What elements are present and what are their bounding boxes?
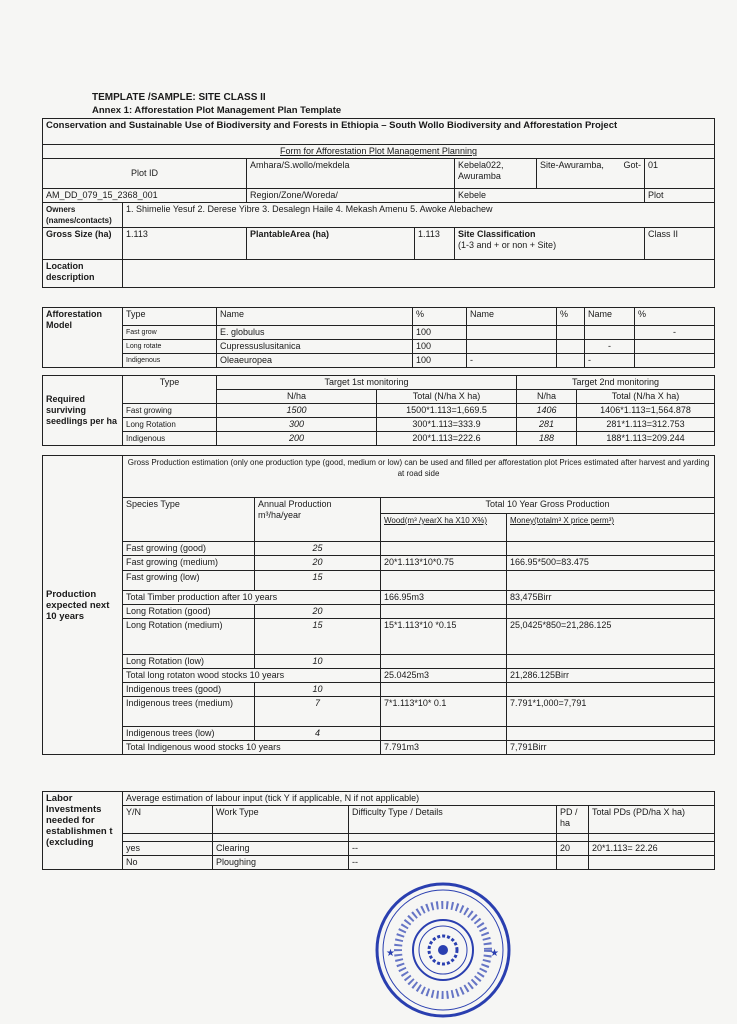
model-name: Oleaeuropea — [217, 354, 413, 368]
prod-money — [507, 542, 715, 556]
afforestation-model-table — [42, 307, 715, 368]
production-label: Production expected next 10 years — [43, 456, 123, 755]
prod-money — [507, 683, 715, 697]
gross-size-value: 1.113 — [123, 228, 247, 260]
model-pct: 100 — [413, 326, 467, 340]
surviving-tot1: 300*1.113=333.9 — [377, 418, 517, 432]
prod-money: 21,286.125Birr — [507, 669, 715, 683]
model-pct2 — [557, 340, 585, 354]
model-pct3 — [635, 354, 715, 368]
region-label: Region/Zone/Woreda/ — [247, 189, 455, 203]
species-type-head: Species Type — [123, 498, 255, 542]
prod-wood — [381, 605, 507, 619]
prod-wood — [381, 571, 507, 591]
surviving-n2: 281 — [517, 418, 577, 432]
prod-annual: 7 — [255, 697, 381, 727]
labor-work: Clearing — [213, 842, 349, 856]
surviving-type-head: Type — [123, 376, 217, 404]
model-name: Cupressuslusitanica — [217, 340, 413, 354]
model-label: Afforestation Model — [43, 308, 123, 368]
total10-head: Total 10 Year Gross Production — [381, 498, 715, 514]
model-head-pct3: % — [635, 308, 715, 326]
plot-id-value: AM_DD_079_15_2368_001 — [43, 189, 247, 203]
model-name2 — [467, 340, 557, 354]
prod-money: 25,0425*850=21,286.125 — [507, 619, 715, 655]
prod-wood — [381, 683, 507, 697]
model-head-type: Type — [123, 308, 217, 326]
plot-value: 01 — [645, 159, 715, 189]
svg-text:★: ★ — [490, 948, 499, 959]
site-value: Site-Awuramba, — [540, 160, 604, 170]
surviving-n1: 200 — [217, 432, 377, 446]
site-class-label: Site Classification — [458, 229, 536, 239]
prod-name: Indigenous trees (medium) — [123, 697, 255, 727]
model-head-name: Name — [217, 308, 413, 326]
surviving-tot1: 200*1.113=222.6 — [377, 432, 517, 446]
model-pct: 100 — [413, 340, 467, 354]
location-label: Location description — [43, 260, 123, 288]
surviving-tot2: 281*1.113=312.753 — [577, 418, 715, 432]
labor-row — [43, 856, 715, 870]
wood-head: Wood(m³ /yearX ha X10 X%) — [381, 514, 507, 542]
labor-total — [589, 856, 715, 870]
model-head-pct: % — [413, 308, 467, 326]
annex-heading: Annex 1: Afforestation Plot Management Plan Template — [92, 105, 342, 116]
prod-annual: 20 — [255, 605, 381, 619]
template-heading: TEMPLATE /SAMPLE: SITE CLASS II — [92, 92, 266, 103]
model-name3: - — [585, 354, 635, 368]
target1-head: Target 1st monitoring — [217, 376, 517, 390]
model-pct2 — [557, 326, 585, 340]
surviving-tot2: 1406*1.113=1,564.878 — [577, 404, 715, 418]
prod-name: Indigenous trees (good) — [123, 683, 255, 697]
site-class-value: Class II — [645, 228, 715, 260]
labor-diff: -- — [349, 856, 557, 870]
official-stamp — [368, 880, 518, 1020]
site-class-cell — [455, 228, 645, 260]
location-value — [123, 260, 715, 288]
production-table — [42, 455, 715, 755]
prod-wood — [381, 727, 507, 741]
labor-yn: yes — [123, 842, 213, 856]
prod-wood: 25.0425m3 — [381, 669, 507, 683]
prod-name: Long Rotation (good) — [123, 605, 255, 619]
model-head-pct2: % — [557, 308, 585, 326]
model-pct3: - — [635, 326, 715, 340]
prod-name: Fast growing (good) — [123, 542, 255, 556]
target2-head: Target 2nd monitoring — [517, 376, 715, 390]
surviving-type: Fast growing — [123, 404, 217, 418]
model-head-name2: Name — [467, 308, 557, 326]
total2-head: Total (N/ha X ha) — [577, 390, 715, 404]
prod-money: 7.791*1,000=7,791 — [507, 697, 715, 727]
labor-head-yn: Y/N — [123, 806, 213, 834]
labor-pd — [557, 856, 589, 870]
model-row — [43, 326, 715, 340]
prod-name: Total Timber production after 10 years — [123, 591, 381, 605]
prod-wood: 166.95m3 — [381, 591, 507, 605]
prod-wood — [381, 542, 507, 556]
kebele-value: Kebela022, Awuramba — [455, 159, 537, 189]
model-name2: - — [467, 354, 557, 368]
labor-diff: -- — [349, 842, 557, 856]
prod-money: 7,791Birr — [507, 741, 715, 755]
model-type: Fast grow — [123, 326, 217, 340]
surviving-n1: 300 — [217, 418, 377, 432]
surviving-row — [43, 404, 715, 418]
model-name: E. globulus — [217, 326, 413, 340]
prod-wood: 20*1.113*10*0.75 — [381, 556, 507, 571]
prod-annual: 25 — [255, 542, 381, 556]
model-name2 — [467, 326, 557, 340]
region-value: Amhara/S.wollo/mekdela — [247, 159, 455, 189]
labor-head-total: Total PDs (PD/ha X ha) — [589, 806, 715, 834]
model-pct3 — [635, 340, 715, 354]
labor-label: Labor Investments needed for establishmen t (excluding — [43, 792, 123, 870]
prod-name: Fast growing (low) — [123, 571, 255, 591]
owners-value: 1. Shimelie Yesuf 2. Derese Yibre 3. Desalegn Haile 4. Mekash Amenu 5. Awoke Alebachew — [123, 203, 715, 228]
nha2-head: N/ha — [517, 390, 577, 404]
surviving-type: Indigenous — [123, 432, 217, 446]
model-head-name3: Name — [585, 308, 635, 326]
form-title: Form for Afforestation Plot Management Planning — [43, 145, 715, 159]
surviving-row — [43, 432, 715, 446]
prod-money — [507, 727, 715, 741]
plot-id-label: Plot ID — [43, 159, 247, 189]
prod-money — [507, 655, 715, 669]
prod-annual: 10 — [255, 655, 381, 669]
surviving-type: Long Rotation — [123, 418, 217, 432]
kebele-label: Kebele — [455, 189, 645, 203]
prod-name: Long Rotation (medium) — [123, 619, 255, 655]
surviving-label: Required surviving seedlings per ha — [43, 376, 123, 446]
model-pct: 100 — [413, 354, 467, 368]
labor-head-diff: Difficulty Type / Details — [349, 806, 557, 834]
prod-annual: 10 — [255, 683, 381, 697]
model-name3 — [585, 326, 635, 340]
money-head: Money(totalm³ X price perm³) — [507, 514, 715, 542]
surviving-n1: 1500 — [217, 404, 377, 418]
svg-text:★: ★ — [386, 948, 395, 959]
plot-info-table — [42, 118, 715, 288]
model-pct2 — [557, 354, 585, 368]
plantable-value: 1.113 — [415, 228, 455, 260]
surviving-seedlings-table — [42, 375, 715, 446]
site-cell — [537, 159, 645, 189]
prod-name: Total long rotaton wood stocks 10 years — [123, 669, 381, 683]
prod-money — [507, 571, 715, 591]
owners-label: Owners (names/contacts) — [43, 203, 123, 228]
prod-name: Total Indigenous wood stocks 10 years — [123, 741, 381, 755]
prod-wood: 15*1.113*10 *0.15 — [381, 619, 507, 655]
prod-annual: 20 — [255, 556, 381, 571]
prod-annual: 4 — [255, 727, 381, 741]
annual-head: Annual Production m³/ha/year — [255, 498, 381, 542]
model-row — [43, 354, 715, 368]
plot-label: Plot — [645, 189, 715, 203]
surviving-tot1: 1500*1.113=1,669.5 — [377, 404, 517, 418]
labor-work: Ploughing — [213, 856, 349, 870]
model-type: Long rotate — [123, 340, 217, 354]
surviving-tot2: 188*1.113=209.244 — [577, 432, 715, 446]
labor-row — [43, 842, 715, 856]
prod-money — [507, 605, 715, 619]
prod-money: 166.95*500=83.475 — [507, 556, 715, 571]
total1-head: Total (N/ha X ha) — [377, 390, 517, 404]
nha1-head: N/ha — [217, 390, 377, 404]
model-row — [43, 340, 715, 354]
project-title: Conservation and Sustainable Use of Biodiversity and Forests in Ethiopia – South Wollo Biodiversity and Afforestation Project — [43, 119, 715, 145]
prod-wood — [381, 655, 507, 669]
surviving-n2: 188 — [517, 432, 577, 446]
model-name3: - — [585, 340, 635, 354]
labor-note: Average estimation of labour input (tick Y if applicable, N if not applicable) — [123, 792, 715, 806]
prod-annual: 15 — [255, 571, 381, 591]
surviving-row — [43, 418, 715, 432]
prod-name: Long Rotation (low) — [123, 655, 255, 669]
prod-annual: 15 — [255, 619, 381, 655]
labor-table — [42, 791, 715, 870]
labor-head-work: Work Type — [213, 806, 349, 834]
surviving-n2: 1406 — [517, 404, 577, 418]
prod-money: 83,475Birr — [507, 591, 715, 605]
production-note: Gross Production estimation (only one production type (good, medium or low) can be used and filled per afforestation plot Prices estimated after harvest and yarding at road side — [123, 456, 715, 498]
got-label: Got- — [623, 160, 641, 170]
site-class-sub: (1-3 and + or non + Site) — [458, 240, 557, 250]
plantable-label: PlantableArea (ha) — [247, 228, 415, 260]
prod-wood: 7.791m3 — [381, 741, 507, 755]
labor-pd: 20 — [557, 842, 589, 856]
labor-total: 20*1.113= 22.26 — [589, 842, 715, 856]
gross-size-label: Gross Size (ha) — [43, 228, 123, 260]
model-type: Indigenous — [123, 354, 217, 368]
prod-name: Indigenous trees (low) — [123, 727, 255, 741]
labor-yn: No — [123, 856, 213, 870]
prod-name: Fast growing (medium) — [123, 556, 255, 571]
labor-head-pd: PD / ha — [557, 806, 589, 834]
prod-wood: 7*1.113*10* 0.1 — [381, 697, 507, 727]
